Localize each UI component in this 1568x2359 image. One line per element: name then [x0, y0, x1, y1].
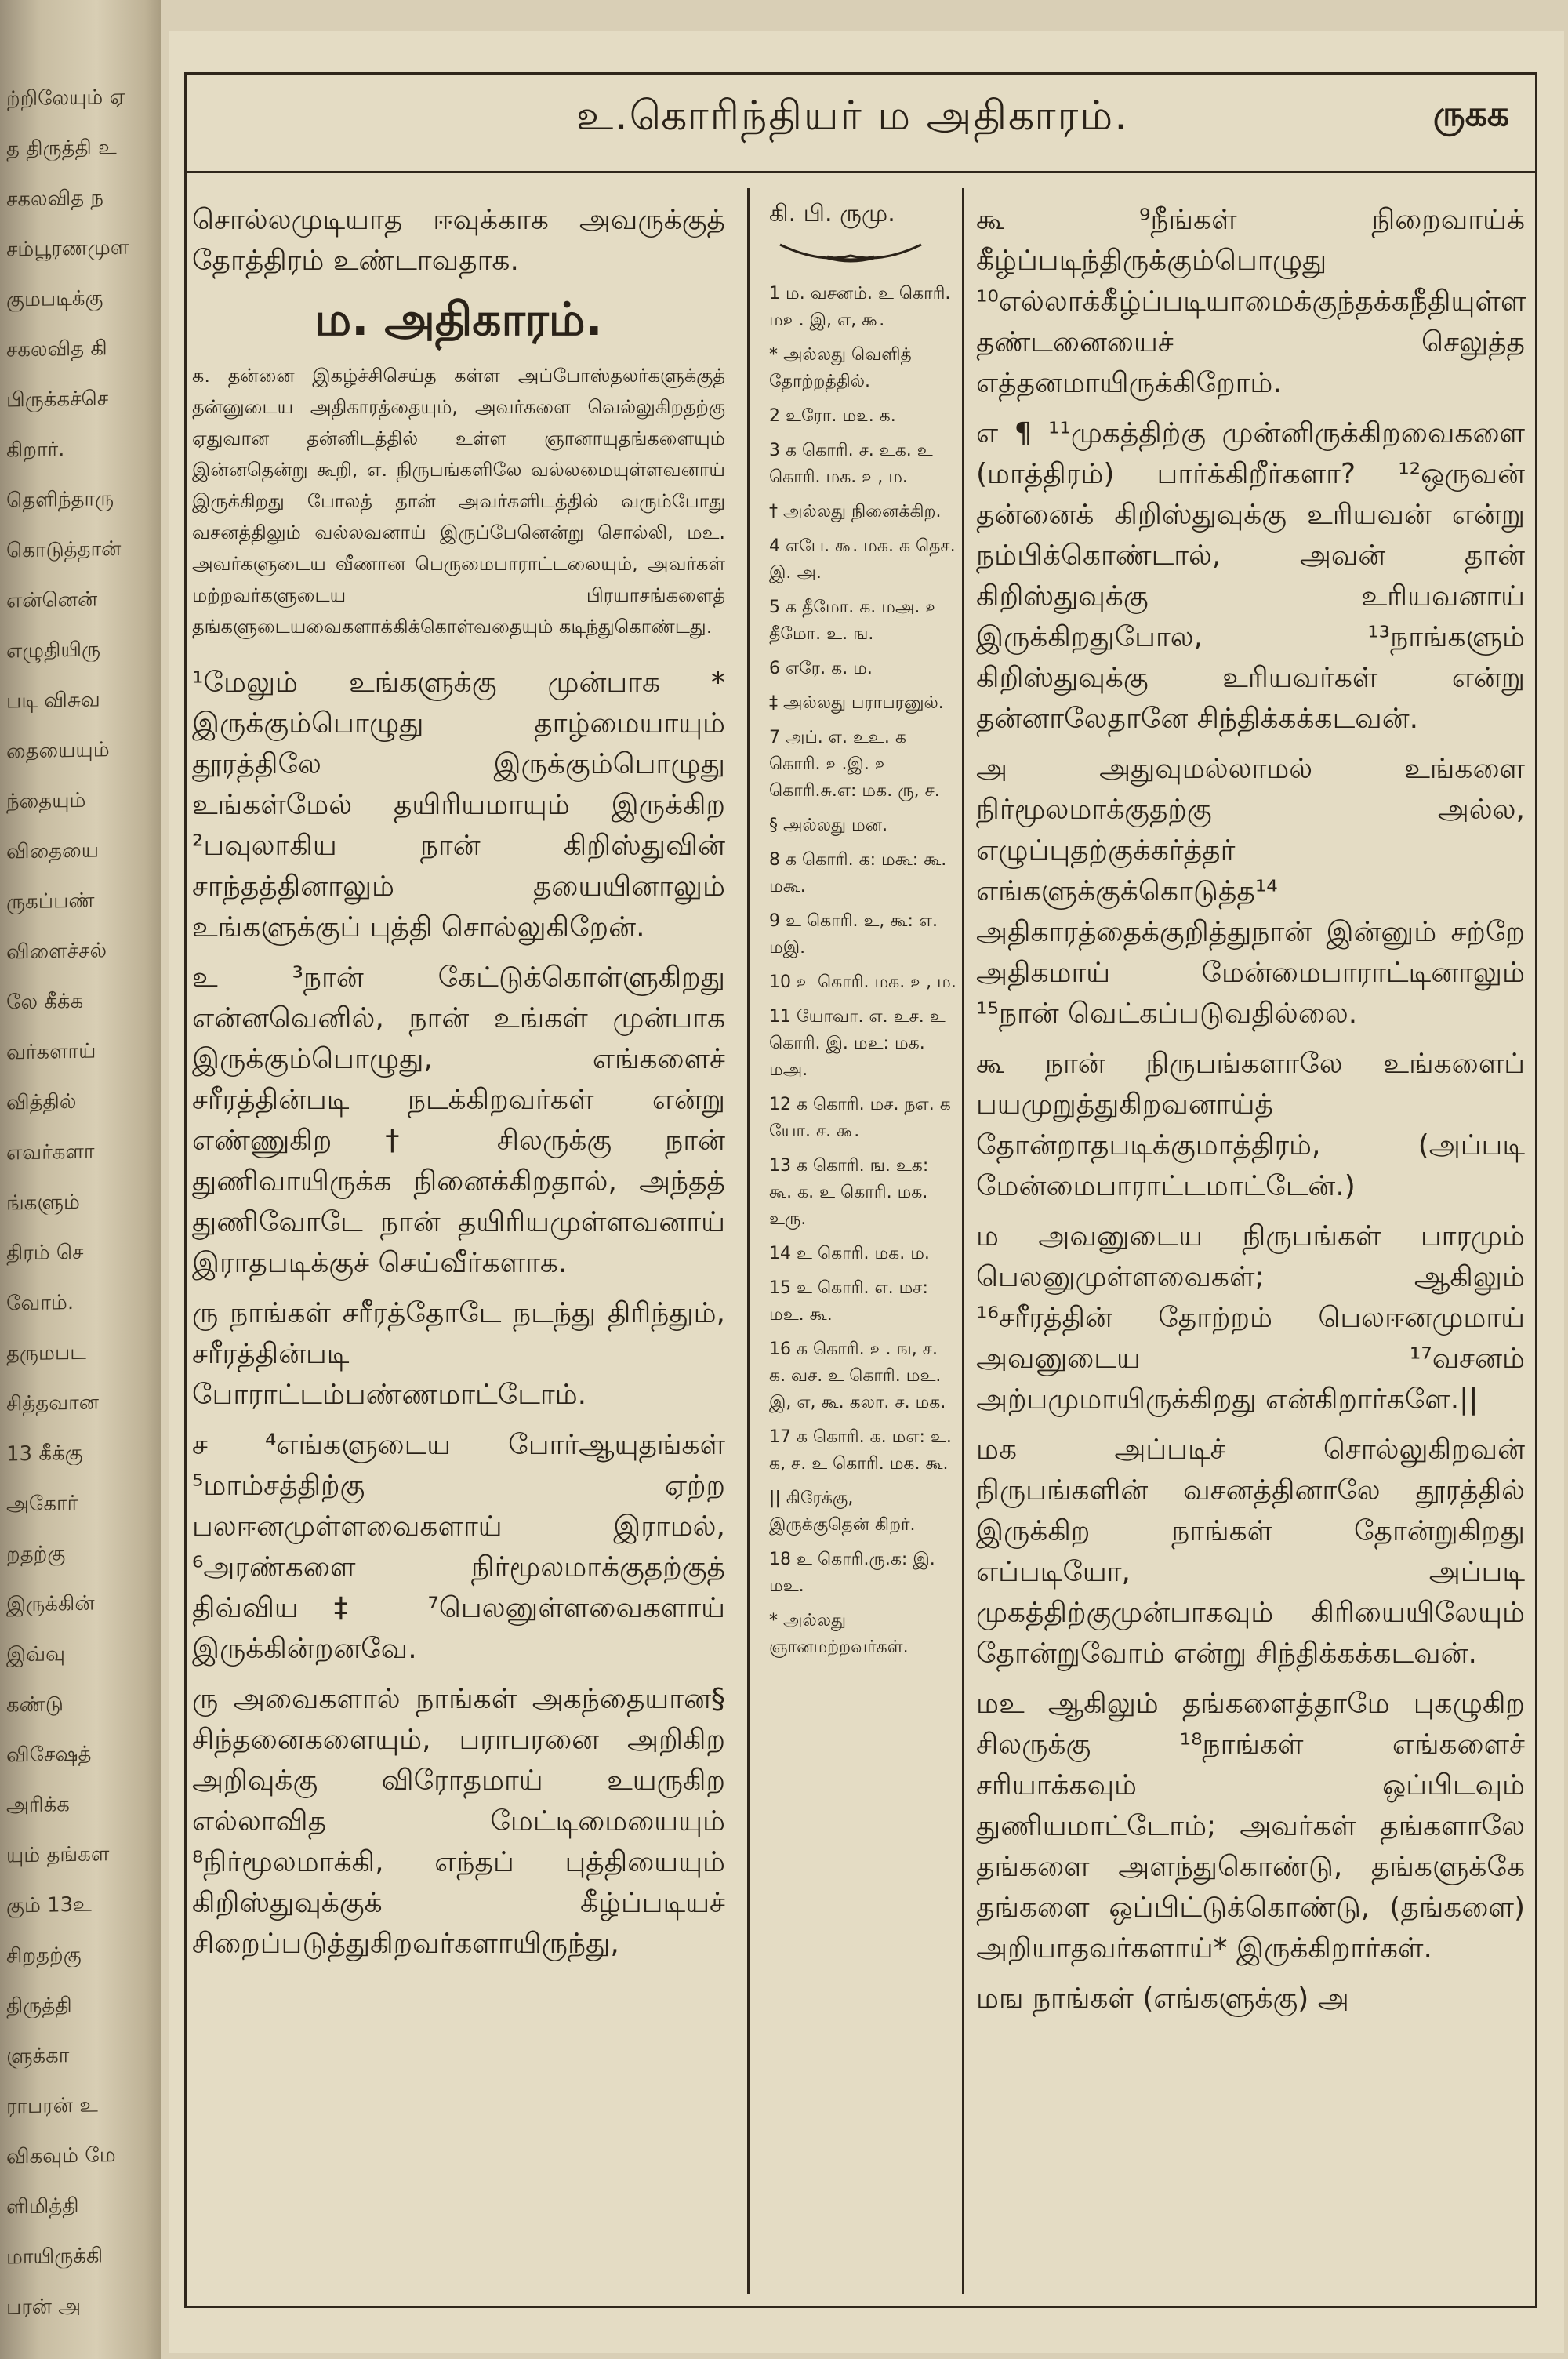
column-divider-right — [962, 188, 964, 2294]
verse-paragraph: உ ³நான் கேட்டுக்கொள்ளுகிறது என்னவெனில், நான் உங்கள் முன்பாக இருக்கும்பொழுது, எங்களைச் சரீரத்தின்படி நடக்கிறவர்கள் என்று எண்ணுகிற † சிலருக்கு நான் துணிவாயிருக்க நினைக்கிறதால், அந்தத் துணிவோடே நான் தயிரியமுள்ளவனாய் இராதபடிக்குச் செய்வீர்களாக. — [192, 961, 725, 1279]
reference-entry: 8 க கொரி. க: மகூ: கூ. மகூ. — [769, 850, 947, 896]
facing-page-fragment: லே கீக்க — [6, 989, 84, 1015]
reference-entry: 3 க கொரி. ச. உக. உ கொரி. மக. உ, ம. — [769, 441, 933, 487]
facing-page-fragment: ற்றிலேயும் ஏ — [6, 85, 125, 111]
facing-page-fragment: அகோர் — [6, 1491, 78, 1517]
facing-page-fragment: தையையும் — [6, 738, 110, 764]
facing-page-fragment: ந்தையும் — [6, 788, 86, 814]
facing-page-fragment: என்னென் — [6, 587, 98, 613]
reference-entry: 9 உ கொரி. உ, கூ: எ. மஇ. — [769, 911, 938, 958]
reference-entry: * அல்லது ஞானமற்றவர்கள். — [769, 1611, 909, 1657]
reference-entry: 6 எரே. க. ம. — [769, 659, 873, 678]
reference-entry: † அல்லது நினைக்கிற. — [769, 502, 942, 522]
reference-entry: ‡ அல்லது பராபரனுல். — [769, 693, 944, 713]
facing-page-fragment: பரன் அ — [6, 2294, 82, 2320]
reference-entry: 18 உ கொரி.ரு.க: இ. மஉ. — [769, 1550, 935, 1596]
header-rule — [184, 171, 1537, 173]
facing-page-fragment: ருகப்பண் — [6, 889, 95, 914]
facing-page-fragment: யும் தங்கள — [6, 1842, 110, 1868]
facing-page-fragment: திரம் செ — [6, 1240, 84, 1266]
running-head: உ.கொரிந்தியர் ம அதிகாரம். — [576, 93, 1129, 140]
facing-page-fragment: கிறார். — [6, 438, 65, 463]
reference-entry: 11 யோவா. எ. உச. உ கொரி. இ. மஉ: மக. மஅ. — [769, 1007, 946, 1080]
facing-page-fragment: த திருத்தி உ — [6, 136, 117, 162]
facing-page-fragment: பிருக்கச்செ — [6, 387, 109, 413]
reference-entry: § அல்லது மன. — [769, 816, 888, 835]
book-page — [169, 31, 1564, 2353]
facing-page-fragment: சிறதற்கு — [6, 1943, 82, 1968]
reference-entry: || கிரேக்கு, இருக்குதென் கிறர். — [769, 1488, 916, 1535]
reference-entry: 1 ம. வசனம். உ கொரி. மஉ. இ, எ, கூ. — [769, 284, 951, 330]
verse-paragraph: ரு நாங்கள் சரீரத்தோடே நடந்து திரிந்தும், சரீரத்தின்படி போராட்டம்பண்ணமாட்டோம். — [192, 1297, 725, 1411]
left-column — [192, 200, 725, 1974]
facing-page-fragment: ளுக்கா — [6, 2044, 70, 2069]
verse-paragraph: மஉ ஆகிலும் தங்களைத்தாமே புகழுகிற சிலருக்கு ¹⁸நாங்கள் எங்களைச் சரியாக்கவும் ஒப்பிடவும் துணியமாட்டோம்; அவர்கள் தங்களாலே தங்களை அளந்துகொண்டு, தங்களுக்கே தங்களை ஒப்பிட்டுக்கொண்டு, (தங்களை) அறியாதவர்களாய்* இருக்கிறார்கள். — [976, 1688, 1525, 1965]
facing-page-fragment: திருத்தி — [6, 1994, 72, 2019]
facing-page-fragment: சித்தவான — [6, 1390, 99, 1416]
facing-page-fragment: வோம். — [6, 1290, 74, 1316]
reference-entry: * அல்லது வெளித் தோற்றத்தில். — [769, 345, 912, 391]
facing-page-fragment: தெளிந்தாரு — [6, 487, 114, 513]
reference-heading: கி. பி. ருமு. — [769, 200, 895, 227]
verse-paragraph: ¹மேலும் உங்களுக்கு முன்பாக * இருக்கும்பொழுது தாழ்மையாயும் தூரத்திலே இருக்கும்பொழுது உங்கள்மேல் தயிரியமாயும் இருக்கிற ²பவுலாகிய நான் கிறிஸ்துவின் சாந்தத்தினாலும் தயையினாலும் உங்களுக்குப் புத்தி சொல்லுகிறேன். — [192, 667, 725, 943]
intro-text: சொல்லமுடியாத ஈவுக்காக அவருக்குத் தோத்திரம் உண்டாவதாக. — [192, 204, 725, 277]
reference-list — [764, 281, 956, 1661]
facing-page-fragment: வித்தில் — [6, 1089, 77, 1115]
verse-paragraph: ரு அவைகளால் நாங்கள் அகந்தையான§ சிந்தனைகளையும், பராபரனை அறிகிற அறிவுக்கு விரோதமாய் உயருகிற எல்லாவித மேட்டிமையையும் ⁸நிர்மூலமாக்கி, எந்தப் புத்தியையும் கிறிஸ்துவுக்குக் கீழ்ப்படியச் சிறைப்படுத்துகிறவர்களாயிருந்து, — [192, 1683, 725, 1960]
facing-page-fragment: மாயிருக்கி — [6, 2244, 103, 2270]
verse-paragraph: ம அவனுடைய நிருபங்கள் பாரமும் பெலனுமுள்ளவைகள்; ஆகிலும் ¹⁶சரீரத்தின் தோற்றம் பெலஈனமுமாய் அவனுடைய ¹⁷வசனம் அற்பமுமாயிருக்கிறது என்கிறார்களே.|| — [976, 1220, 1525, 1416]
column-divider-left — [747, 188, 750, 2294]
facing-page-fragment: கண்டு — [6, 1692, 64, 1717]
verse-paragraph: மக அப்படிச் சொல்லுகிறவன் நிருபங்களின் வசனத்தினாலே தூரத்தில் இருக்கிற நாங்கள் தோன்றுகிறது எப்படியோ, அப்படி முகத்திற்குமுன்பாகவும் கிரியையிலேயும் தோன்றுவோம் என்று சிந்திக்கக்கடவன். — [976, 1434, 1525, 1670]
reference-entry: 5 க தீமோ. க. மஅ. உ தீமோ. உ. ங. — [769, 598, 942, 644]
facing-page-fragment: படி விசுவ — [6, 688, 100, 714]
facing-page-fragment: ராபரன் உ — [6, 2093, 98, 2119]
facing-page-fragment: ளிமித்தி — [6, 2194, 79, 2219]
reference-entry: 10 உ கொரி. மக. உ, ம. — [769, 972, 956, 992]
reference-entry: 4 எபே. கூ. மக. க தெச. இ. அ. — [769, 536, 956, 583]
facing-page-fragment: விதையை — [6, 838, 100, 864]
reference-entry: 15 உ கொரி. எ. மச: மஉ. கூ. — [769, 1278, 928, 1325]
facing-page-fragment: வர்களாய் — [6, 1039, 96, 1065]
facing-page-fragment: விகவும் மே — [6, 2143, 116, 2169]
reference-entry: 7 அப். எ. உஉ. க கொரி. உ.இ. உ கொரி.சு.எ: மக. ரு, ச. — [769, 728, 940, 801]
right-column — [976, 200, 1525, 2029]
reference-entry: 2 உரோ. ம௨. க. — [769, 406, 896, 426]
verse-paragraph: எ ¶ ¹¹முகத்திற்கு முன்னிருக்கிறவைகளை (மாத்திரம்) பார்க்கிறீர்களா? ¹²ஒருவன் தன்னைக் கிறிஸ்துவுக்கு உரியவன் என்று நம்பிக்கொண்டால், அவன் தான் கிறிஸ்துவுக்கு உரியவனாய் இருக்கிறதுபோல, ¹³நாங்களும் கிறிஸ்துவுக்கு உரியவர்கள் என்று தன்னாலேதானே சிந்திக்கக்கடவன். — [976, 417, 1525, 735]
facing-page-fragment: ங்களும் — [6, 1190, 80, 1216]
reference-column — [764, 200, 956, 1669]
facing-page-fragment: தருமபட — [6, 1340, 86, 1366]
verse-paragraph: கூ நான் நிருபங்களாலே உங்களைப் பயமுறுத்துகிறவனாய்த் தோன்றாதபடிக்குமாத்திரம், (அப்படி மேன்மைபாராட்டமாட்டேன்.) — [976, 1048, 1525, 1202]
verse-paragraph: கூ ⁹நீங்கள் நிறைவாய்க் கீழ்ப்படிந்திருக்கும்பொழுது ¹⁰எல்லாக்கீழ்ப்படியாமைக்குந்தக்கநீதியுள்ள தண்டனையைச் செலுத்த எத்தனமாயிருக்கிறோம். — [976, 204, 1526, 399]
facing-page-fragment: றதற்கு — [6, 1542, 66, 1567]
facing-page-fragment: சகலவித கி — [6, 336, 107, 362]
facing-page-fragment: சம்பூரணமுள — [6, 235, 129, 262]
reference-entry: 16 க கொரி. உ. ங, ச. க. வச. உ கொரி. மஉ. இ, எ, கூ. கலா. ச. மக. — [769, 1339, 946, 1412]
facing-page-fragment: கும் 13உ — [6, 1892, 92, 1918]
facing-page-fragment: எழுதியிரு — [6, 638, 101, 663]
facing-page-fragment: அரிக்க — [6, 1793, 70, 1818]
reference-entry: 12 க கொரி. மச. நஎ. க யோ. ச. கூ. — [769, 1095, 951, 1141]
page-number: ருகக — [1432, 94, 1509, 134]
chapter-title: ம. அதிகாரம். — [314, 293, 603, 346]
facing-page-fragment: இவ்வு — [6, 1642, 66, 1667]
reference-entry: 13 க கொரி. ங. உக: கூ. க. உ கொரி. மக. உரு. — [769, 1156, 929, 1229]
verse-paragraph: மங நாங்கள் (எங்களுக்கு) அ — [976, 1983, 1349, 2015]
facing-page-fragment: விளைச்சல் — [6, 939, 107, 965]
verse-paragraph: ச ⁴எங்களுடைய போர்ஆயுதங்கள் ⁵மாம்சத்திற்கு ஏற்ற பலஈனமுள்ளவைகளாய் இராமல், ⁶அரண்களை நிர்மூலமாக்குதற்குத் திவ்விய‡ ⁷பெலனுள்ளவைகளாய் இருக்கின்றனவே. — [192, 1429, 725, 1665]
verse-paragraph: அ அதுவுமல்லாமல் உங்களை நிர்மூலமாக்குதற்கு அல்ல, எழுப்புதற்குக்கர்த்தர் எங்களுக்குக்கொடுத்த¹⁴ அதிகாரத்தைக்குறித்துநான் இன்னும் சற்றே அதிகமாய் மேன்மைபாராட்டினாலும் ¹⁵நான் வெட்கப்படுவதில்லை. — [976, 753, 1525, 1030]
facing-page-fragment: குமபடிக்கு — [6, 286, 103, 312]
reference-entry: 14 உ கொரி. மக. ம. — [769, 1244, 930, 1263]
facing-page-edge — [0, 0, 161, 2359]
facing-page-fragment: சகலவித ந — [6, 186, 104, 212]
ornament-swash — [772, 237, 929, 268]
facing-page-fragment: இருக்கின் — [6, 1591, 95, 1617]
facing-page-fragment: கொடுத்தான் — [6, 536, 122, 563]
facing-page-fragment: விசேஷத் — [6, 1742, 92, 1768]
chapter-summary: க. தன்னை இகழ்ச்சிசெய்த கள்ள அப்போஸ்தலர்களுக்குத் தன்னுடைய அதிகாரத்தையும், அவர்களை வெல்லுகிறதற்கு ஏதுவான தன்னிடத்தில் உள்ள ஞானாயுதங்களையும் இன்னதென்று கூறி, எ. நிருபங்களிலே வல்லமையுள்ளவனாய் இருக்கிறது போலத் தான் அவர்களிடத்தில் வரும்போது வசனத்திலும் வல்லவனாய் இருப்பேனென்று சொல்லி, மஉ. அவர்களுடைய வீணான பெருமைபாராட்டலையும், அவர்கள் மற்றவர்களுடைய பிரயாசங்களைத் தங்களுடையவைகளாக்கிக்கொள்வதையும் கடிந்துகொண்டது. — [192, 365, 725, 638]
reference-entry: 17 க கொரி. க. மஎ: உ. க, ச. உ கொரி. மக. கூ. — [769, 1427, 952, 1474]
facing-page-fragment: 13 கீக்கு — [6, 1441, 83, 1467]
facing-page-fragment: எவர்களா — [6, 1140, 95, 1165]
